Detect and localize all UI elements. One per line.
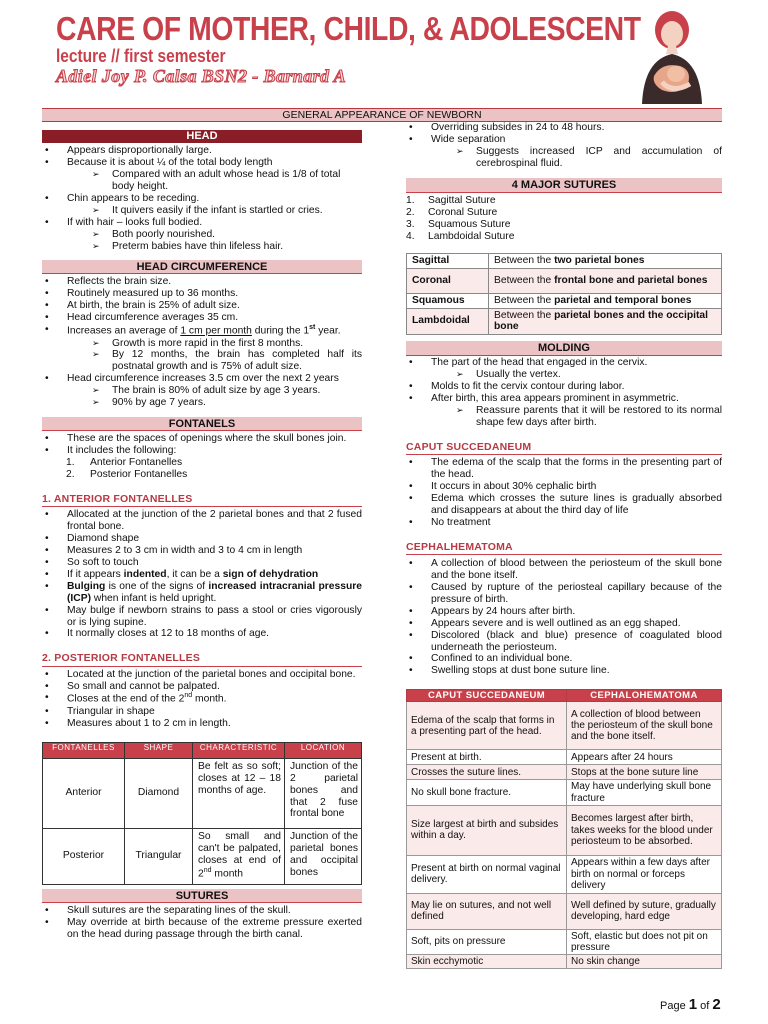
text-run: month. (192, 693, 227, 705)
list-item-text: The edema of the scalp that the forms in the presenting part of the head. (431, 457, 722, 481)
list-item-text: Located at the junction of the parietal bones and occipital bone. (67, 668, 356, 680)
list-item (406, 517, 722, 529)
table-cell: Appears after 24 hours (567, 750, 722, 765)
sutures-table (406, 253, 722, 336)
bold-text: increased intracranial pressure (ICP) (67, 580, 362, 604)
table-row (407, 750, 722, 765)
text-run: of (697, 1000, 713, 1012)
list-item-text: Overriding subsides in 24 to 48 hours. (431, 122, 605, 133)
text-run: So small and can't be palpated, closes at end of 2 (198, 830, 281, 879)
list-item (42, 669, 362, 681)
column-header: SHAPE (125, 742, 193, 758)
numbered-item-text: Squamous Suture (428, 218, 511, 230)
table-cell: No skin change (567, 955, 722, 969)
item-number: 1. (66, 457, 75, 469)
molding-heading: MOLDING (406, 341, 722, 356)
list-item (42, 373, 362, 409)
numbered-item (406, 207, 722, 219)
table-cell: May have underlying skull bone fracture (567, 780, 722, 805)
text-run: Between the (494, 309, 555, 321)
sub-item (406, 405, 722, 429)
list-item (42, 300, 362, 312)
list-item-text: May bulge if newborn strains to pass a stool or cries vigorously or is lying supine. (67, 604, 362, 628)
list-item (406, 134, 722, 170)
list-item (406, 606, 722, 618)
list-item (42, 217, 362, 253)
text-run: Page (660, 1000, 689, 1012)
bold-text: parietal and temporal bones (554, 294, 692, 306)
list-item (406, 558, 722, 582)
list-item-text: No treatment (431, 516, 491, 528)
numbered-item-text: Lambdoidal Suture (428, 230, 515, 242)
list-item-text: Allocated at the junction of the 2 parietal bones and that 2 fused frontal bone. (67, 509, 362, 533)
table-cell: Junction of the parietal bones and occipital bones (285, 828, 362, 884)
table-row (407, 780, 722, 805)
sub-item-text: Usually the vertex. (476, 369, 561, 381)
superscript: nd (184, 692, 193, 700)
list-item (42, 569, 362, 581)
cephalhematoma-heading: CEPHALHEMATOMA (406, 541, 722, 555)
section-banner: GENERAL APPEARANCE OF NEWBORN (42, 108, 722, 122)
table-cell: Becomes largest after birth, takes weeks for the blood under periosteum to be absorbed. (567, 805, 722, 855)
list-item (406, 122, 722, 134)
list-item-text: Reflects the brain size. (67, 276, 172, 288)
list-item (42, 692, 362, 705)
item-number: 1. (406, 194, 415, 206)
sub-item-text: 90% by age 7 years. (112, 397, 206, 409)
list-item (406, 481, 722, 493)
table-cell: A collection of blood between the periosteum of the skull bone and the bone itself. (567, 702, 722, 750)
list-item-text: Caused by rupture of the periosteal capillary because of the pressure of birth. (431, 581, 722, 605)
text-run: If it appears (67, 568, 124, 580)
list-item-text: A collection of blood between the periosteum of the skull bone and the bone itself. (431, 557, 722, 581)
text-run: Closes at the end of the 2 (67, 693, 185, 705)
list-item-text: So small and cannot be palpated. (67, 680, 220, 692)
list-item (406, 630, 722, 654)
table-cell: Skin ecchymotic (407, 955, 567, 969)
bold-text: indented (123, 568, 167, 580)
table-row (407, 765, 722, 780)
document-subtitle: lecture // first semester (56, 46, 226, 66)
list-item-text: Wide separation (431, 133, 506, 145)
sub-item (42, 397, 362, 409)
list-item (42, 905, 362, 917)
sub-item (42, 229, 362, 241)
sutures-list-continued (406, 122, 722, 170)
list-item (42, 509, 362, 533)
caput-vs-cephalhematoma-table (406, 689, 722, 969)
posterior-list (42, 669, 362, 730)
list-item (406, 653, 722, 665)
list-item (42, 288, 362, 300)
list-item-text: After birth, this area appears prominent in asymmetric. (431, 393, 679, 405)
table-row (407, 955, 722, 969)
column-header: FONTANELLES (43, 742, 125, 758)
text-run: Increases an average of (67, 325, 181, 337)
text-run: Between the (494, 294, 555, 306)
sub-item (406, 146, 722, 170)
list-item-text: Molds to fit the cervix contour during labor. (431, 381, 625, 393)
bold-text: frontal bone and parietal bones (554, 274, 708, 286)
text-run: Between the (494, 254, 555, 266)
list-item (42, 628, 362, 640)
posterior-fontanelles-heading: 2. POSTERIOR FONTANELLES (42, 652, 362, 666)
table-row (407, 855, 722, 893)
sub-item-text: The brain is 80% of adult size by age 3 years. (112, 385, 321, 397)
item-number: 3. (406, 218, 415, 230)
anterior-list (42, 509, 362, 640)
table-cell: Present at birth. (407, 750, 567, 765)
table-row (407, 308, 722, 335)
list-item (42, 145, 362, 157)
list-item-text: Measures 2 to 3 cm in width and 3 to 4 cm in length (67, 544, 303, 556)
major-sutures-heading: 4 MAJOR SUTURES (406, 178, 722, 193)
column-header: LOCATION (285, 742, 362, 758)
caput-list (406, 457, 722, 529)
sub-item-text: Compared with an adult whose head is 1/8 of total body height. (112, 168, 341, 192)
list-item-text: Chin appears to be receding. (67, 192, 200, 204)
table-cell: Be felt as so soft; closes at 12 – 18 months of age. (193, 758, 285, 828)
list-item (42, 193, 362, 217)
text-run: year. (315, 325, 341, 337)
list-item (406, 393, 722, 429)
numbered-item-text: Anterior Fontanelles (90, 457, 183, 469)
list-item-text: Diamond shape (67, 532, 140, 544)
table-row (407, 253, 722, 268)
text-run: month (211, 867, 244, 879)
list-item-text: It occurs in about 30% cephalic birth (431, 481, 597, 493)
sub-item (42, 169, 362, 193)
mother-and-baby-icon (632, 4, 712, 104)
list-item-text: Swelling stops at dust bone suture line. (431, 665, 610, 677)
table-row (43, 828, 362, 884)
list-item (42, 681, 362, 693)
table-cell: Squamous (407, 293, 489, 308)
sub-item (42, 349, 362, 373)
list-item (406, 665, 722, 677)
list-item (406, 618, 722, 630)
list-item-text: If with hair – looks full bodied. (67, 216, 203, 228)
text-run: is one of the signs of (105, 580, 209, 592)
fontanels-heading: FONTANELS (42, 417, 362, 431)
numbered-item-text: Coronal Suture (428, 206, 498, 218)
circumference-list (42, 276, 362, 409)
list-item-text: Head circumference increases 3.5 cm over the next 2 years (67, 373, 339, 385)
table-cell: Lambdoidal (407, 308, 489, 335)
numbered-item (406, 195, 722, 207)
table-cell (489, 253, 722, 268)
list-item-text: Discolored (black and blue) presence of coagulated blood underneath the periosteum. (431, 629, 722, 653)
sub-item-text: Growth is more rapid in the first 8 months. (112, 337, 304, 349)
list-item (42, 276, 362, 288)
table-row (407, 929, 722, 954)
table-cell: Coronal (407, 268, 489, 293)
current-page: 1 (688, 996, 698, 1013)
table-cell: Posterior (43, 828, 125, 884)
list-item (406, 493, 722, 517)
bold-text: Bulging (67, 580, 106, 592)
table-cell (193, 828, 285, 884)
sutures-heading: SUTURES (42, 889, 362, 903)
major-sutures-list (406, 195, 722, 243)
list-item-text: Measures about 1 to 2 cm in length. (67, 717, 231, 729)
list-item (42, 312, 362, 324)
superscript: nd (203, 866, 212, 874)
fontanels-list (42, 433, 362, 481)
table-row (407, 293, 722, 308)
bold-text: parietal bones and the occipital bone (494, 309, 709, 333)
numbered-item (406, 231, 722, 243)
table-row (43, 758, 362, 828)
table-header-row (407, 690, 722, 702)
item-number: 2. (66, 468, 75, 480)
list-item (406, 381, 722, 393)
list-item-text: Because it is about ¼ of the total body length (67, 156, 273, 168)
list-item (42, 157, 362, 193)
list-item (42, 917, 362, 941)
table-cell: Crosses the suture lines. (407, 765, 567, 780)
table-cell: No skull bone fracture. (407, 780, 567, 805)
list-item-text: Appears by 24 hours after birth. (431, 605, 576, 617)
list-item (42, 324, 362, 373)
sub-item (42, 385, 362, 397)
sub-item (42, 241, 362, 253)
total-pages: 2 (712, 996, 721, 1013)
list-item-text: Appears severe and is well outlined as an egg shaped. (431, 617, 681, 629)
table-header-row (43, 742, 362, 758)
underlined-text: 1 cm per month (180, 325, 252, 337)
list-item-text: At birth, the brain is 25% of adult size. (67, 300, 240, 312)
left-column (42, 130, 362, 941)
head-heading: HEAD (42, 130, 362, 143)
sub-item-text: Both poorly nourished. (112, 228, 216, 240)
item-number: 2. (406, 206, 415, 218)
list-item-text: These are the spaces of openings where the skull bones join. (67, 433, 347, 445)
table-cell: Soft, pits on pressure (407, 929, 567, 954)
list-item (42, 545, 362, 557)
list-item-text: It normally closes at 12 to 18 months of age. (67, 628, 270, 640)
numbered-item (406, 219, 722, 231)
sub-item-text: Reassure parents that it will be restored to its normal shape few days after birth. (476, 405, 722, 429)
sub-item-text: Suggests increased ICP and accumulation of cerebrospinal fluid. (476, 145, 722, 169)
table-cell: Triangular (125, 828, 193, 884)
sub-item (42, 205, 362, 217)
table-row (407, 702, 722, 750)
column-header: CEPHALOHEMATOMA (567, 690, 722, 702)
list-item-text: May override at birth because of the extreme pressure exerted on the head during passage through the birth canal. (67, 916, 362, 940)
superscript: st (309, 324, 316, 332)
table-row (407, 893, 722, 929)
numbered-item-text: Sagittal Suture (428, 194, 496, 206)
table-cell: Diamond (125, 758, 193, 828)
numbered-item-text: Posterior Fontanelles (90, 468, 188, 480)
head-list (42, 145, 362, 252)
list-item (42, 445, 362, 481)
table-row (407, 268, 722, 293)
list-item (406, 357, 722, 381)
column-header: CHARACTERISTIC (193, 742, 285, 758)
table-cell: Well defined by suture, gradually developing, hard edge (567, 893, 722, 929)
sub-item (42, 338, 362, 350)
fontanelles-table (42, 742, 362, 885)
list-item (42, 433, 362, 445)
list-item-text: Triangular in shape (67, 705, 155, 717)
cephalhematoma-list (406, 558, 722, 677)
list-item (42, 557, 362, 569)
table-cell: Edema of the scalp that forms in a presenting part of the head. (407, 702, 567, 750)
list-item-text: Skull sutures are the separating lines of the skull. (67, 904, 291, 916)
list-item-text: It includes the following: (67, 445, 177, 457)
table-cell (489, 293, 722, 308)
text-run: during the 1 (251, 325, 310, 337)
table-cell: Stops at the bone suture line (567, 765, 722, 780)
head-circumference-heading: HEAD CIRCUMFERENCE (42, 260, 362, 274)
text-run: Between the (494, 274, 555, 286)
list-item-text: Routinely measured up to 36 months. (67, 288, 239, 300)
bold-text: sign of dehydration (222, 568, 319, 580)
numbered-item (42, 469, 362, 481)
table-row (407, 805, 722, 855)
numbered-item (42, 457, 362, 469)
item-number: 4. (406, 230, 415, 242)
list-item (42, 605, 362, 629)
list-item (42, 581, 362, 605)
table-cell: Soft, elastic but does not pit on pressure (567, 929, 722, 954)
table-cell (489, 308, 722, 335)
sub-item-text: By 12 months, the brain has completed half its postnatal growth and is 75% of adult size. (112, 349, 362, 373)
table-cell: Size largest at birth and subsides within a day. (407, 805, 567, 855)
list-item-text: The part of the head that engaged in the cervix. (431, 357, 648, 369)
author-line: Adiel Joy P. Calsa BSN2 - Barnard A (56, 66, 347, 86)
list-item-text: Edema which crosses the suture lines is gradually absorbed and disappears at about the third day of life (431, 492, 722, 516)
molding-list (406, 357, 722, 429)
page-number (660, 996, 721, 1013)
text-run: , it can be a (166, 568, 223, 580)
list-item-text: Appears disproportionally large. (67, 145, 212, 156)
table-cell: Anterior (43, 758, 125, 828)
list-item-text: So soft to touch (67, 556, 139, 568)
document-title: CARE OF MOTHER, CHILD, & ADOLESCENT (56, 10, 641, 47)
bold-text: two parietal bones (554, 254, 645, 266)
list-item (42, 533, 362, 545)
table-cell: Appears within a few days after birth on normal or forceps delivery (567, 855, 722, 893)
list-item (42, 718, 362, 730)
table-cell: Present at birth on normal vaginal delivery. (407, 855, 567, 893)
sub-item (406, 369, 722, 381)
list-item-text: Confined to an individual bone. (431, 653, 573, 665)
list-item (406, 582, 722, 606)
list-item (42, 706, 362, 718)
table-cell (489, 268, 722, 293)
table-cell: Sagittal (407, 253, 489, 268)
right-column (406, 122, 722, 969)
list-item (406, 457, 722, 481)
table-cell: May lie on sutures, and not well defined (407, 893, 567, 929)
caput-succedaneum-heading: CAPUT SUCCEDANEUM (406, 441, 722, 455)
sub-item-text: Preterm babies have thin lifeless hair. (112, 240, 284, 252)
anterior-fontanelles-heading: 1. ANTERIOR FONTANELLES (42, 493, 362, 507)
table-cell: Junction of the 2 parietal bones and that 2 fuse frontal bone (285, 758, 362, 828)
text-run: when infant is held upright. (91, 592, 217, 604)
list-item-text: Head circumference averages 35 cm. (67, 312, 239, 324)
sub-item-text: It quivers easily if the infant is startled or cries. (112, 204, 323, 216)
column-header: CAPUT SUCCEDANEUM (407, 690, 567, 702)
sutures-list (42, 905, 362, 941)
